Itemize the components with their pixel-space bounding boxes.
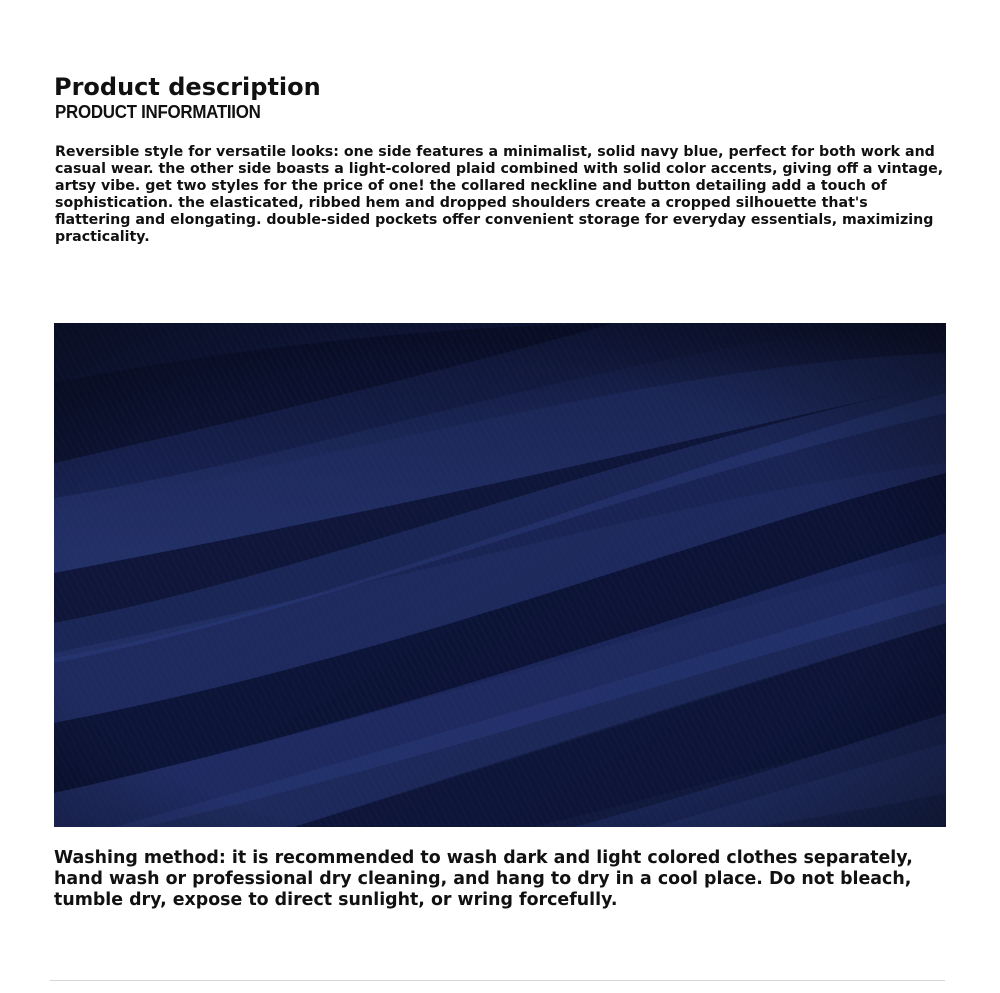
product-information-subtitle: PRODUCT INFORMATIION: [55, 102, 261, 122]
product-description-title: Product description: [54, 73, 321, 101]
fabric-folds-illustration: [54, 323, 946, 827]
product-description-text: Reversible style for versatile looks: one side features a minimalist, solid navy blue, perfect for both work and casual wear. the other side boasts a light-colored plaid combined with solid color accents, giving off a vintage, artsy vibe. get two styles for the price of one! the collared neckline and button detailing add a touch of sophistication. the elasticated, ribbed hem and dropped shoulders create a cropped silhouette that's flattering and elongating. double-sided pockets offer convenient storage for everyday essentials, maximizing practicality.: [55, 144, 944, 245]
washing-method-text: Washing method: it is recommended to wash dark and light colored clothes separately, hand wash or professional dry cleaning, and hang to dry in a cool place. Do not bleach, tumble dry, expose to direct sunlight, or wring forcefully.: [54, 848, 913, 910]
fabric-closeup-image: [54, 323, 946, 827]
bottom-divider: [50, 980, 945, 981]
